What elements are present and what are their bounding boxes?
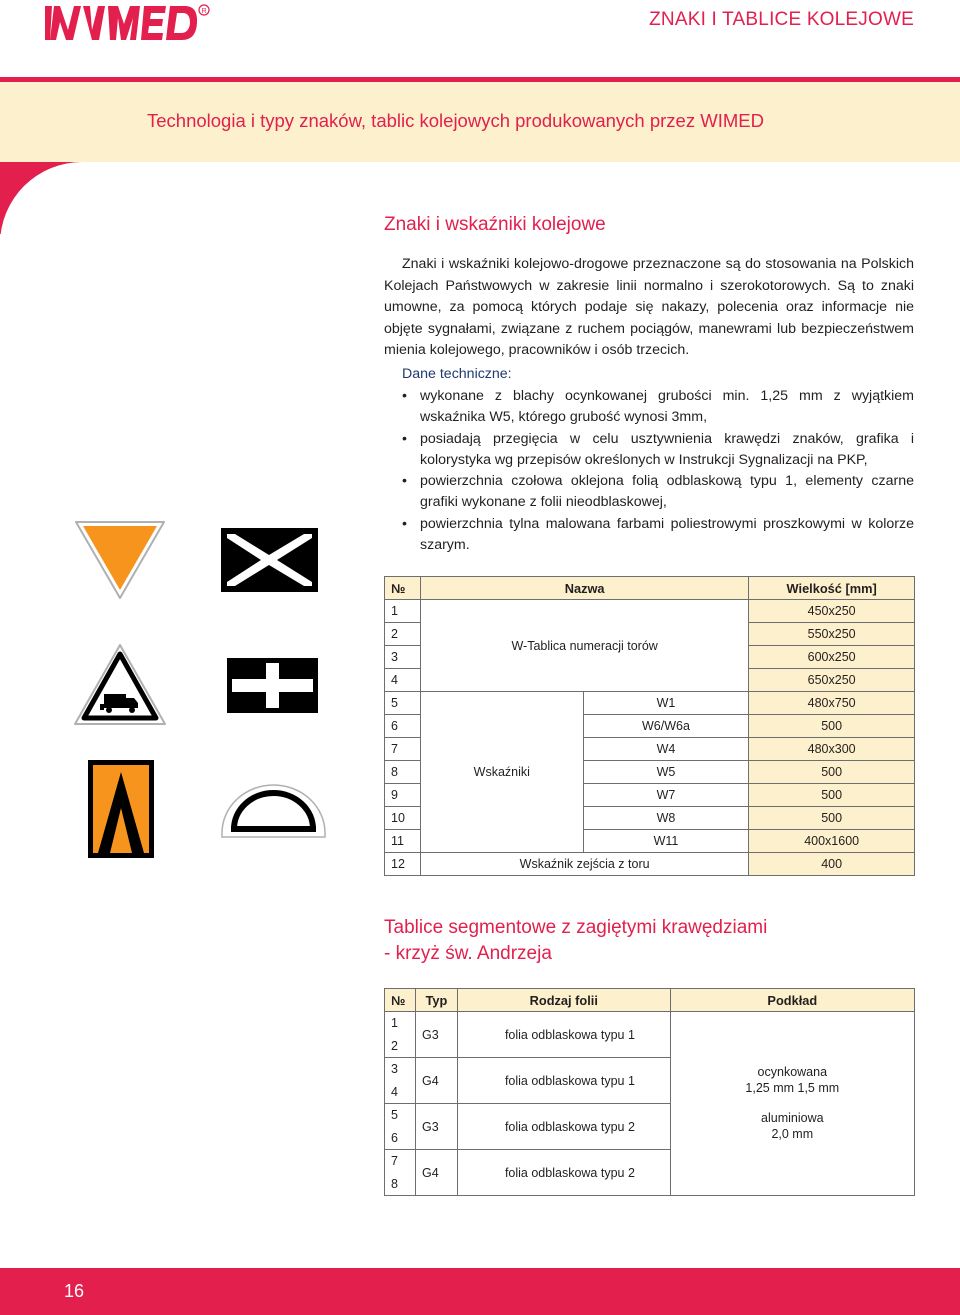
cell-size: 480x300	[749, 738, 915, 761]
cell-foil: folia odblaskowa typu 1	[457, 1058, 670, 1104]
cell-number: 2	[385, 1035, 416, 1058]
cell-number: 8	[385, 761, 421, 784]
document-subtitle: Technologia i typy znaków, tablic kolejowych produkowanych przez WIMED	[147, 110, 764, 131]
header-title: ZNAKI I TABLICE KOLEJOWE	[649, 9, 914, 30]
cell-number: 7	[385, 738, 421, 761]
st-andrew-cross-sign	[221, 528, 318, 592]
cell-sub-name: W4	[583, 738, 749, 761]
header-foil: Rodzaj folii	[457, 989, 670, 1012]
table-row	[385, 853, 915, 876]
cell-sub-name: W5	[583, 761, 749, 784]
cell-size: 500	[749, 807, 915, 830]
cell-track-group: W-Tablica numeracji torów	[420, 600, 748, 692]
cell-foil: folia odblaskowa typu 2	[457, 1104, 670, 1150]
cell-base	[670, 1012, 914, 1196]
table-row	[385, 1012, 915, 1035]
cell-size: 450x250	[749, 600, 915, 623]
header-number: №	[385, 989, 416, 1012]
section-title-segment-boards	[384, 915, 767, 967]
list-item: • wykonane z blachy ocynkowanej grubości min. 1,25 mm z wyjątkiem wskaźnika W5, którego grubość wynosi 3mm,	[384, 386, 914, 429]
section-title-signs: Znaki i wskaźniki kolejowe	[384, 214, 606, 235]
header-type: Typ	[415, 989, 457, 1012]
cell-size: 550x250	[749, 623, 915, 646]
cell-number: 1	[385, 600, 421, 623]
cell-sub-name: W7	[583, 784, 749, 807]
header-size: Wielkość [mm]	[749, 577, 915, 600]
technical-data-label: Dane techniczne:	[402, 366, 512, 382]
section-title-line: Tablice segmentowe z zagiętymi krawędziami	[384, 917, 768, 938]
cell-size: 650x250	[749, 669, 915, 692]
cell-number: 11	[385, 830, 421, 853]
header-base: Podkład	[670, 989, 914, 1012]
svg-text:R: R	[201, 8, 207, 15]
cell-foil: folia odblaskowa typu 1	[457, 1012, 670, 1058]
header-number: №	[385, 577, 421, 600]
segment-boards-table	[384, 988, 915, 1196]
cell-sub-name: W11	[583, 830, 749, 853]
cell-size: 600x250	[749, 646, 915, 669]
cell-number: 6	[385, 715, 421, 738]
cell-number: 4	[385, 1081, 416, 1104]
base-aluminium: aluminiowa	[761, 1111, 824, 1125]
wimed-logo	[40, 0, 210, 48]
technical-data-list	[384, 386, 914, 556]
cell-foil: folia odblaskowa typu 2	[457, 1150, 670, 1196]
header-name: Nazwa	[420, 577, 748, 600]
cell-type: G4	[415, 1058, 457, 1104]
base-zinc-thickness: 1,25 mm 1,5 mm	[745, 1080, 840, 1095]
white-cross-sign	[227, 658, 318, 713]
cell-size: 400x1600	[749, 830, 915, 853]
cell-number: 8	[385, 1173, 416, 1196]
cell-size: 500	[749, 715, 915, 738]
cell-name: Wskaźnik zejścia z toru	[420, 853, 748, 876]
table-header-row	[385, 989, 915, 1012]
list-item: • powierzchnia tylna malowana farbami poliestrowymi proszkowymi w kolorze szarym.	[384, 514, 914, 557]
cell-number: 3	[385, 646, 421, 669]
cell-size: 480x750	[749, 692, 915, 715]
cell-number: 12	[385, 853, 421, 876]
cell-type: G3	[415, 1012, 457, 1058]
table-row	[385, 692, 915, 715]
cell-number: 10	[385, 807, 421, 830]
page-number: 16	[63, 1281, 85, 1301]
cell-number: 4	[385, 669, 421, 692]
truck-warning-sign	[72, 642, 168, 728]
cell-number: 3	[385, 1058, 416, 1081]
cell-number: 5	[385, 692, 421, 715]
cell-size: 400	[749, 853, 915, 876]
intro-paragraph: Znaki i wskaźniki kolejowo-drogowe przeznaczone są do stosowania na Polskich Kolejach Państwowych w zakresie linii normalno i szerokotorowych. Są to znaki umowne, za pomocą których podaje się nakazy, polecenia oraz informacje nie objęte sygnałami, związane z ruchem pociągów, manewrami lub bezpieczeństwem mienia kolejowego, pracowników i osób trzecich.	[384, 256, 914, 358]
cell-sub-name: W8	[583, 807, 749, 830]
cell-size: 500	[749, 784, 915, 807]
cell-number: 9	[385, 784, 421, 807]
cell-sub-name: W6/W6a	[583, 715, 749, 738]
cell-size: 500	[749, 761, 915, 784]
cell-sub-name: W1	[583, 692, 749, 715]
table-header-row	[385, 577, 915, 600]
cell-number: 5	[385, 1104, 416, 1127]
section-title-line: - krzyż św. Andrzeja	[384, 943, 552, 964]
orange-lambda-sign	[88, 760, 154, 858]
cell-number: 2	[385, 623, 421, 646]
cell-indicators-group: Wskaźniki	[420, 692, 583, 853]
base-aluminium-thickness: 2,0 mm	[771, 1126, 814, 1141]
base-zinc: ocynkowana	[757, 1065, 828, 1079]
signs-table	[384, 576, 915, 876]
cell-number: 7	[385, 1150, 416, 1173]
list-item: • posiadają przegięcia w celu usztywnienia krawędzi znaków, grafika i kolorystyka wg przepisów określonych w Instrukcji Sygnalizacji na PKP,	[384, 429, 914, 472]
cell-number: 6	[385, 1127, 416, 1150]
list-item: • powierzchnia czołowa oklejona folią odblaskową typu 1, elementy czarne grafiki wykonane z folii nieodblaskowej,	[384, 471, 914, 514]
cell-number: 1	[385, 1012, 416, 1035]
cell-type: G4	[415, 1150, 457, 1196]
orange-yield-triangle-sign	[72, 518, 168, 602]
cell-type: G3	[415, 1104, 457, 1150]
semicircle-indicator-sign	[220, 783, 327, 839]
table-row	[385, 600, 915, 623]
